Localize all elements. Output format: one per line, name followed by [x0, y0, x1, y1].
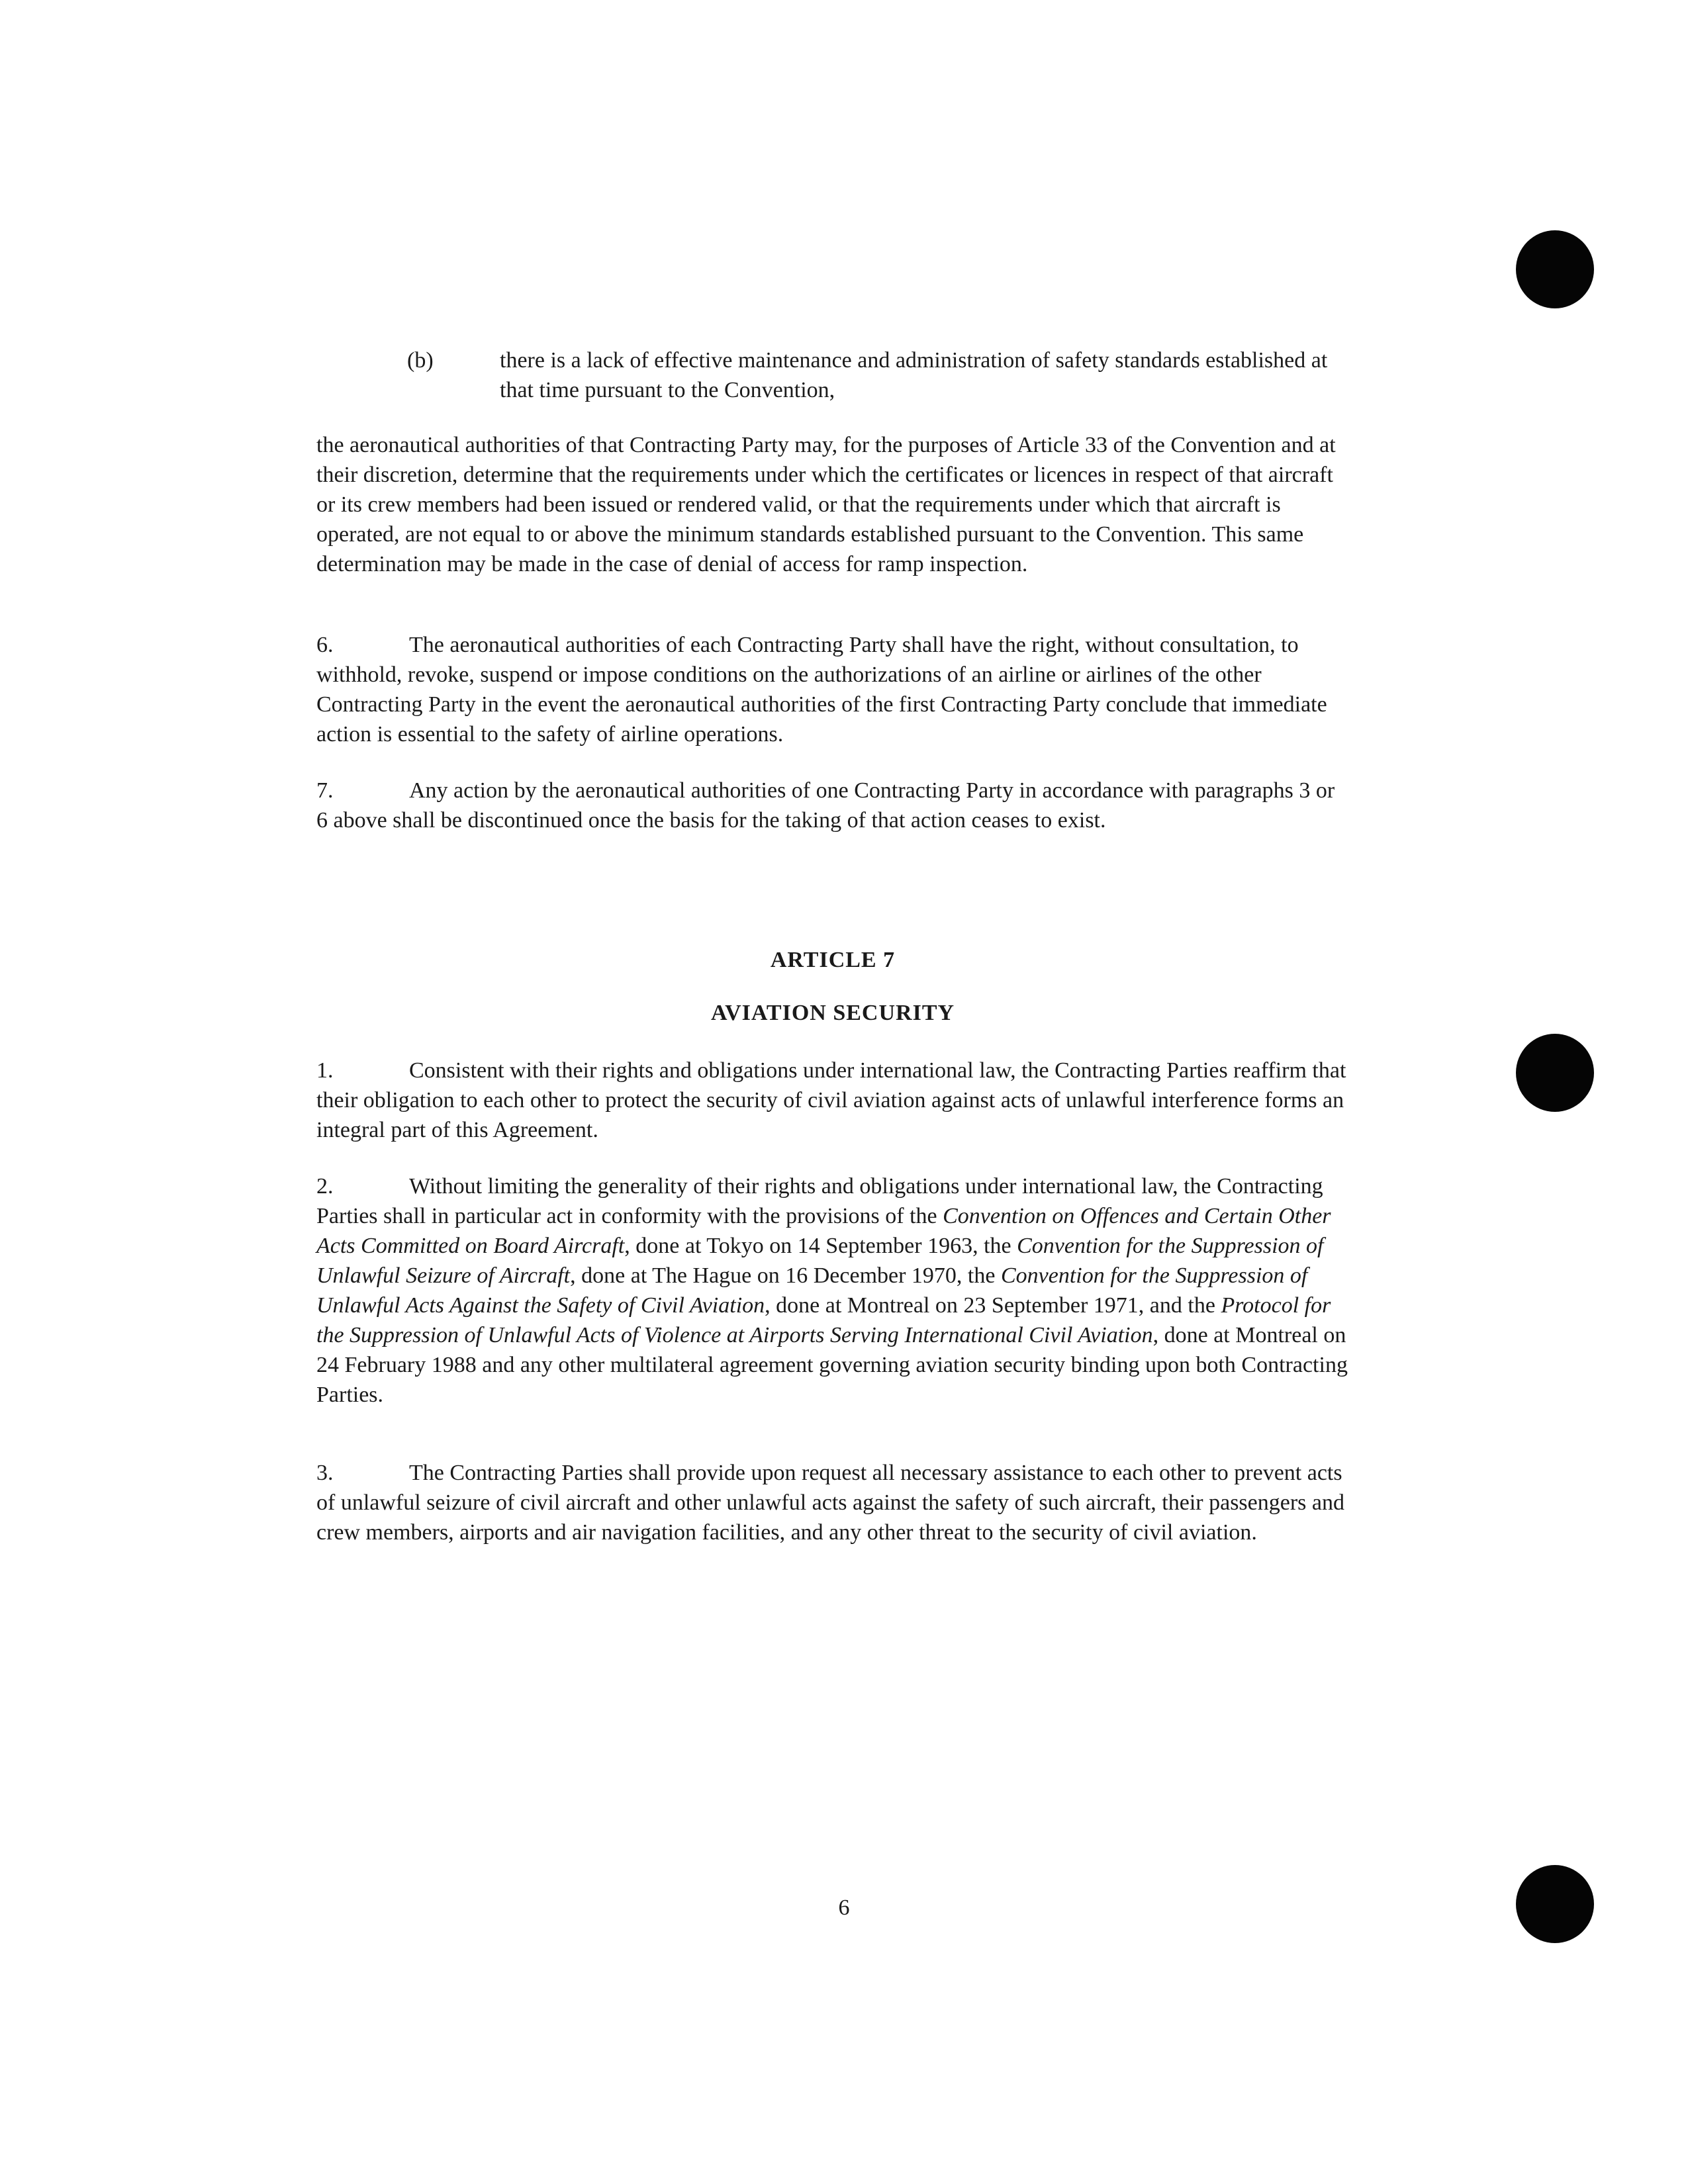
article-7-paragraph-1-text: Consistent with their rights and obligations under international law, the Contracting Parties reaffirm that their obligation to each other to protect the security of civil aviation against acts of unlawful interference forms an integral part of this Agreement.	[316, 1058, 1346, 1142]
article-7-paragraph-2-text-1: Without limiting the generality of their rights and obligations under international law, the Contracting Parties shall in particular act in conformity with the provisions of the	[316, 1174, 1323, 1228]
paragraph-6-text: The aeronautical authorities of each Contracting Party shall have the right, without consultation, to withhold, revoke, suspend or impose conditions on the authorizations of an airline or airlines of the other Contracting Party in the event the aeronautical authorities of the first Contracting Party conclude that immediate action is essential to the safety of airline operations.	[316, 633, 1327, 747]
article-7-paragraph-2-text-2: , done at Tokyo on 14 September 1963, the	[624, 1234, 1017, 1258]
article-7-paragraph-2-text-3: , done at The Hague on 16 December 1970, the	[570, 1263, 1001, 1288]
continuation-paragraph: the aeronautical authorities of that Contracting Party may, for the purposes of Article 33 of the Convention and at their discretion, determine that the requirements under which the certificates or licences in respect of that aircraft or its crew members had been issued or rendered valid, or that the requirements under which that aircraft is operated, are not equal to or above the minimum standards established pursuant to the Convention. This same determination may be made in the case of denial of access for ramp inspection.	[316, 433, 1336, 576]
punch-hole-middle	[1516, 1034, 1594, 1112]
paragraph-7-text: Any action by the aeronautical authorities of one Contracting Party in accordance with paragraphs 3 or 6 above shall be discontinued once the basis for the taking of that action ceases to exist.	[316, 778, 1335, 833]
article-heading: ARTICLE 7	[770, 948, 896, 972]
page-number: 6	[838, 1895, 850, 1920]
article-7-paragraph-1	[316, 1056, 1349, 1145]
hague-convention-title: Convention for the Suppression of Unlawful Seizure of Aircraft	[316, 1234, 1324, 1288]
punch-hole-top	[1516, 230, 1594, 308]
article-7-paragraph-3	[316, 1458, 1349, 1547]
article-7-paragraph-2-text-5: , done at Montreal on 24 February 1988 and any other multilateral agreement governing aviation security binding upon both Contracting Parties.	[316, 1323, 1348, 1407]
subitem-b-label: (b)	[407, 348, 434, 373]
article-7-paragraph-2	[316, 1171, 1349, 1410]
subitem-b-text: there is a lack of effective maintenance and administration of safety standards established at that time pursuant to the Convention,	[500, 348, 1328, 402]
montreal-convention-title: Convention for the Suppression of Unlawful Acts Against the Safety of Civil Aviation	[316, 1263, 1308, 1318]
paragraph-6	[316, 630, 1349, 749]
montreal-protocol-title: Protocol for the Suppression of Unlawful Acts of Violence at Airports Serving International Civil Aviation	[316, 1293, 1331, 1347]
article-7-paragraph-2-text-4: , done at Montreal on 23 September 1971, and the	[765, 1293, 1221, 1318]
tokyo-convention-title: Convention on Offences and Certain Other Acts Committed on Board Aircraft	[316, 1204, 1331, 1258]
article-7-paragraph-2-number: 2.	[316, 1174, 334, 1199]
article-7-paragraph-3-text: The Contracting Parties shall provide upon request all necessary assistance to each other to prevent acts of unlawful seizure of civil aircraft and other unlawful acts against the safety of such aircraft, their passengers and crew members, airports and air navigation facilities, and any other threat to the security of civil aviation.	[316, 1461, 1344, 1545]
article-title: AVIATION SECURITY	[710, 1001, 955, 1025]
paragraph-6-number: 6.	[316, 633, 334, 657]
paragraph-7	[316, 776, 1349, 835]
paragraph-7-number: 7.	[316, 778, 334, 803]
article-7-paragraph-1-number: 1.	[316, 1058, 334, 1083]
article-7-paragraph-3-number: 3.	[316, 1461, 334, 1485]
